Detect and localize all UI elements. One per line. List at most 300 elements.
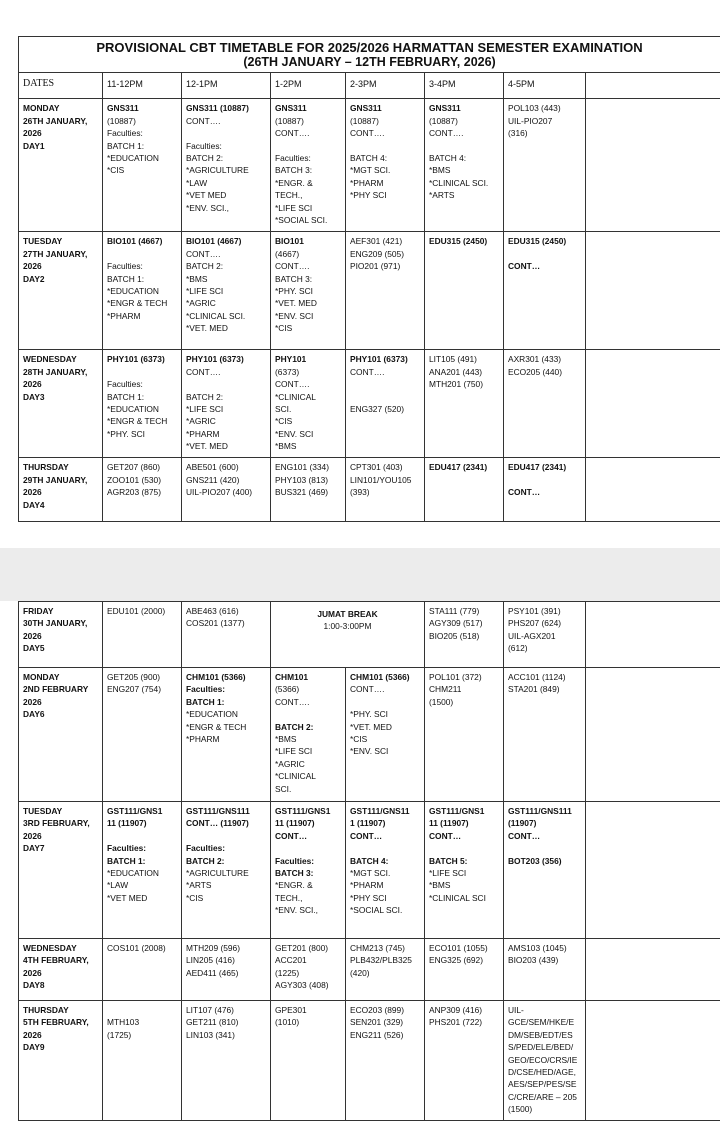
cell-line: GST111/GNS11 [350, 806, 410, 816]
cell-line: *LAW [186, 177, 208, 188]
slot-cell [182, 350, 271, 458]
slot-cell [103, 668, 182, 802]
cell-line: *BMS [429, 165, 451, 176]
cell-line: SEN201 (329) [350, 1017, 404, 1028]
slot-cell-blank [586, 458, 720, 522]
cell-line: CONT…. [429, 128, 464, 139]
cell-line: *MGT SCI. [350, 868, 391, 879]
slot-cell [103, 350, 182, 458]
cell-line: GST111/GNS111 [186, 806, 250, 816]
cell-line: CONT…. [350, 366, 385, 377]
cell-line: *CLINICAL SCI [429, 892, 486, 903]
cell-line: SCI. [275, 783, 292, 794]
cell-line: LIN101/YOU105 [350, 474, 412, 485]
cell-line: BATCH 1: [107, 391, 145, 402]
cell-line: EDU315 (2450) [429, 236, 488, 247]
cell-line: CONT… [429, 830, 462, 841]
slot-cell [103, 1001, 182, 1121]
header-2-3: 2-3PM [346, 73, 425, 99]
slot-cell [103, 802, 182, 939]
cell-line: ABE501 (600) [186, 462, 239, 473]
cell-line: (5366) [275, 684, 300, 695]
cell-line: (10887) [350, 115, 379, 126]
slot-cell-blank [586, 602, 720, 668]
slot-cell [346, 350, 425, 458]
cell-line: LIT105 (491) [429, 354, 477, 365]
cell-line: GST111/GNS1 [429, 806, 485, 816]
slot-cell [103, 99, 182, 232]
slot-cell [504, 939, 586, 1001]
cell-line: CONT…. [275, 261, 310, 272]
cell-line: ANP309 (416) [429, 1005, 483, 1015]
cell-line: TECH., [275, 892, 303, 903]
header-dates: DATES [19, 73, 103, 99]
cell-line: *PHY. SCI [350, 709, 389, 720]
cell-line: CHM101 (5366) [350, 672, 410, 682]
cell-line: BUS321 (469) [275, 487, 329, 498]
cell-line: MTH209 (596) [186, 943, 240, 953]
slot-cell [346, 1001, 425, 1121]
slot-cell [346, 232, 425, 350]
slot-cell [103, 232, 182, 350]
cell-line: *LIFE SCI [186, 286, 224, 297]
table-row [19, 602, 720, 668]
cell-line: CONT… [508, 487, 541, 498]
table-row [19, 232, 720, 350]
cell-line: (1010) [275, 1017, 300, 1028]
cell-spacer [508, 842, 581, 854]
day-cell: FRIDAY 30TH JANUARY, 2026 DAY5 [19, 602, 103, 668]
cell-line: Faculties: [275, 855, 315, 866]
cell-line: C/CRE/ARE – 205 [508, 1091, 577, 1102]
slot-cell [182, 458, 271, 522]
cell-line: BATCH 3: [275, 868, 314, 879]
table-row [19, 668, 720, 802]
cell-line: ZOO101 (530) [107, 474, 161, 485]
cell-line: CONT… [508, 261, 541, 272]
cell-line: GST111/GNS111 [508, 806, 572, 816]
cell-line: BATCH 2: [186, 391, 224, 402]
cell-line: *ENV. SCI., [275, 905, 318, 916]
header-1-2: 1-2PM [271, 73, 346, 99]
cell-line: GET205 (900) [107, 672, 161, 682]
cell-line: PHY101 (6373) [186, 354, 244, 365]
slot-cell [504, 350, 586, 458]
cell-line: *EDUCATION [107, 868, 159, 879]
cell-line: (4667) [275, 248, 300, 259]
cell-line: *EDUCATION [107, 153, 159, 164]
cell-line: CONT… [508, 830, 541, 841]
cell-line: *LAW [107, 880, 129, 891]
cell-spacer [275, 708, 341, 720]
cell-line: CONT…. [350, 684, 385, 695]
slot-cell: EDU101 (2000) [103, 602, 182, 668]
cell-line: ANA201 (443) [429, 366, 483, 377]
slot-cell [271, 802, 346, 939]
cell-line: *PHY SCI [350, 892, 387, 903]
cell-line: AGR203 (875) [107, 487, 161, 498]
title-line-2: (26TH JANUARY – 12TH FEBRUARY, 2026) [243, 55, 496, 69]
slot-cell [504, 1001, 586, 1121]
slot-cell-blank [586, 99, 720, 232]
timetable-page-2 [18, 601, 720, 1121]
cell-line: *VET. MED [275, 298, 317, 309]
cell-line: PIO201 (971) [350, 261, 401, 272]
cell-line: *PHY. SCI [107, 428, 146, 439]
slot-cell [346, 939, 425, 1001]
table-row [19, 350, 720, 458]
cell-line: *LIFE SCI [275, 746, 313, 757]
cell-line: ACC201 [275, 955, 307, 966]
cell-line: STA201 (849) [508, 684, 560, 695]
slot-cell [346, 668, 425, 802]
slot-cell-blank [586, 232, 720, 350]
cell-line: *EDUCATION [107, 286, 159, 297]
timetable-table-2 [18, 601, 720, 1121]
cell-spacer [107, 830, 177, 842]
cell-line: BIO101 [275, 236, 304, 247]
cell-line: *CIS [275, 323, 293, 334]
timetable-page-1 [18, 36, 720, 522]
cell-line: UIL-PIO207 (400) [186, 487, 253, 498]
cell-line: MTH201 (750) [429, 379, 483, 390]
header-12-1: 12-1PM [182, 73, 271, 99]
cell-line: LIN205 (416) [186, 955, 235, 966]
cell-line: *PHARM [186, 428, 220, 439]
cell-line: ECO101 (1055) [429, 943, 488, 953]
cell-line: GNS211 (420) [186, 474, 240, 485]
slot-cell [504, 99, 586, 232]
slot-cell: STA111 (779) AGY309 (517) BIO205 (518) [425, 602, 504, 668]
cell-line: AEF301 (421) [350, 236, 403, 247]
cell-line: Faculties: [107, 843, 147, 854]
cell-line: BIO101 (4667) [186, 236, 242, 247]
cell-line: UIL- [508, 1005, 524, 1015]
day-cell: TUESDAY 27TH JANUARY, 2026 DAY2 [19, 232, 103, 350]
slot-cell [182, 668, 271, 802]
cell-spacer [186, 127, 266, 139]
cell-line: CPT301 (403) [350, 462, 403, 473]
cell-line: *ENV. SCI [275, 310, 314, 321]
cell-line: LIN103 (341) [186, 1029, 235, 1040]
cell-spacer [350, 140, 420, 152]
cell-line: BATCH 2: [275, 721, 314, 732]
slot-cell [103, 458, 182, 522]
cell-line: EDU417 (2341) [508, 462, 567, 473]
cell-line: CONT…. [275, 379, 310, 390]
cell-spacer [107, 1004, 177, 1016]
cell-line: *AGRICULTURE [186, 868, 249, 879]
day-cell: WEDNESDAY 28TH JANUARY, 2026 DAY3 [19, 350, 103, 458]
cell-line: CHM211 [429, 684, 462, 695]
cell-line: *BMS [275, 441, 297, 452]
cell-line: (1500) [508, 1104, 533, 1115]
cell-line: (1225) [275, 967, 300, 978]
cell-line: AXR301 (433) [508, 354, 562, 365]
slot-cell [425, 232, 504, 350]
cell-line: (10887) [429, 115, 458, 126]
cell-line: CONT… (11907) [186, 818, 249, 829]
cell-line: CONT… [275, 830, 308, 841]
cell-line: *PHARM [107, 310, 141, 321]
timetable-table-1 [18, 36, 720, 522]
cell-line: *VET. MED [186, 323, 228, 334]
cell-line: *EDUCATION [107, 404, 159, 415]
cell-line: BATCH 3: [275, 273, 313, 284]
slot-cell-blank [586, 802, 720, 939]
cell-line: *LIFE SCI [275, 202, 313, 213]
cell-spacer [107, 248, 177, 260]
cell-line: BATCH 2: [186, 261, 224, 272]
cell-line: BIO101 (4667) [107, 236, 163, 247]
cell-line: BATCH 1: [186, 696, 225, 707]
cell-line: *ENGR & TECH [107, 298, 168, 309]
cell-line: (1500) [429, 696, 454, 707]
slot-cell [271, 458, 346, 522]
cell-line: GCE/SEM/HKE/E [508, 1017, 575, 1028]
cell-line: BATCH 5: [429, 855, 468, 866]
slot-cell [504, 458, 586, 522]
cell-spacer [350, 391, 420, 403]
cell-line: SCI. [275, 404, 292, 415]
cell-line: BATCH 4: [350, 153, 388, 164]
page-gap [0, 548, 720, 601]
cell-line: Faculties: [107, 261, 143, 272]
cell-line: *ARTS [186, 880, 212, 891]
cell-line: LIT107 (476) [186, 1005, 234, 1015]
cell-line: (1725) [107, 1029, 132, 1040]
cell-line: POL101 (372) [429, 672, 482, 682]
cell-line: AED411 (465) [186, 967, 239, 978]
header-blank [586, 73, 720, 99]
cell-line: Faculties: [186, 843, 226, 854]
slot-cell [182, 99, 271, 232]
cell-spacer [350, 696, 420, 708]
slot-cell [271, 939, 346, 1001]
cell-line: 11 (11907) [275, 818, 315, 829]
cell-line: UIL-PIO207 [508, 115, 553, 126]
slot-cell [182, 232, 271, 350]
cell-line: AES/SEP/PES/SE [508, 1079, 577, 1090]
cell-spacer [350, 378, 420, 390]
cell-line: CONT…. [275, 696, 310, 707]
cell-line: Faculties: [275, 153, 311, 164]
slot-cell [182, 802, 271, 939]
slot-cell [504, 802, 586, 939]
cell-line: GET201 (800) [275, 943, 329, 953]
cell-line: BOT203 (356) [508, 855, 562, 866]
cell-spacer [186, 830, 266, 842]
cell-line: *BMS [275, 734, 297, 745]
cell-line: Faculties: [186, 140, 222, 151]
table-row [19, 1001, 720, 1121]
cell-line: *EDUCATION [186, 709, 238, 720]
cell-line: BATCH 1: [107, 140, 145, 151]
cell-line: *MGT SCI. [350, 165, 391, 176]
cell-line: *ENGR & TECH [107, 416, 168, 427]
slot-cell [103, 939, 182, 1001]
cell-spacer [429, 842, 499, 854]
cell-line: GEO/ECO/CRS/IE [508, 1054, 578, 1065]
cell-line: *CIS [107, 165, 125, 176]
cell-line: (420) [350, 967, 370, 978]
cell-line: *CIS [186, 892, 204, 903]
cell-line: BATCH 1: [107, 855, 146, 866]
cell-line: GNS311 [350, 103, 382, 114]
slot-cell-blank [586, 1001, 720, 1121]
cell-line: *LIFE SCI [429, 868, 467, 879]
cell-line: 11 (11907) [429, 818, 469, 829]
cell-line: ENG211 (526) [350, 1029, 404, 1040]
cell-line: *AGRIC [186, 298, 216, 309]
cell-line: COS101 (2008) [107, 943, 166, 953]
cell-spacer [107, 366, 177, 378]
cell-line: *BMS [429, 880, 451, 891]
header-11-12: 11-12PM [103, 73, 182, 99]
cell-line: *CLINICAL SCI. [186, 310, 246, 321]
cell-line: D/CSE/HED/AGE, [508, 1067, 576, 1078]
slot-cell-blank [586, 939, 720, 1001]
cell-line: *VET. MED [186, 441, 228, 452]
cell-line: *ENGR. & [275, 177, 313, 188]
cell-line: *ARTS [429, 190, 455, 201]
cell-line: (11907) [508, 818, 537, 829]
cell-line: *ENV. SCI., [186, 202, 229, 213]
cell-line: *AGRIC [186, 416, 216, 427]
cell-line: ENG209 (505) [350, 248, 404, 259]
table-row [19, 99, 720, 232]
cell-line: *ENV. SCI [350, 746, 389, 757]
slot-cell [425, 802, 504, 939]
cell-line: (316) [508, 128, 528, 139]
cell-line: Faculties: [107, 128, 143, 139]
cell-line: ACC101 (1124) [508, 672, 566, 682]
cell-line: CHM101 [275, 672, 309, 682]
cell-line: *CLINICAL [275, 391, 316, 402]
slot-cell [271, 232, 346, 350]
cell-line: BATCH 4: [429, 153, 467, 164]
slot-cell: PSY101 (391) PHS207 (624) UIL-AGX201 (612) [504, 602, 586, 668]
cell-line: *VET MED [186, 190, 227, 201]
slot-cell [346, 458, 425, 522]
slot-cell [425, 458, 504, 522]
cell-line: BATCH 3: [275, 165, 313, 176]
cell-line: BATCH 1: [107, 273, 145, 284]
cell-line: *CLINICAL [275, 771, 316, 782]
cell-line: *PHARM [350, 880, 384, 891]
cell-line: GPE301 [275, 1005, 307, 1015]
cell-line: *PHY. SCI [275, 286, 314, 297]
slot-cell [271, 350, 346, 458]
cell-line: 11 (11907) [107, 818, 147, 829]
slot-cell [271, 99, 346, 232]
cell-line: AMS103 (1045) [508, 943, 567, 953]
cell-line: *SOCIAL SCI. [350, 905, 403, 916]
slot-cell [425, 939, 504, 1001]
cell-line: CONT…. [275, 128, 310, 139]
cell-line: TECH., [275, 190, 303, 201]
cell-line: Faculties: [186, 684, 226, 695]
cell-line: S/PED/ELE/BED/ [508, 1042, 574, 1053]
title-line-1: PROVISIONAL CBT TIMETABLE FOR 2025/2026 HARMATTAN SEMESTER EXAMINATION [96, 40, 643, 55]
cell-line: PHS201 (722) [429, 1017, 483, 1028]
cell-line: GET207 (860) [107, 462, 161, 473]
cell-line: CONT…. [186, 115, 221, 126]
slot-cell: ABE463 (616) COS201 (1377) [182, 602, 271, 668]
cell-spacer [186, 378, 266, 390]
cell-line: ECO205 (440) [508, 366, 562, 377]
cell-line: POL103 (443) [508, 103, 561, 114]
cell-line: CONT…. [186, 366, 221, 377]
cell-line: *CIS [275, 416, 293, 427]
cell-line: PHY101 [275, 354, 307, 365]
day-cell: MONDAY 2ND FEBRUARY 2026 DAY6 [19, 668, 103, 802]
header-4-5: 4-5PM [504, 73, 586, 99]
cell-line: *LIFE SCI [186, 404, 224, 415]
cell-line: BATCH 2: [186, 855, 225, 866]
jumat-break-cell: JUMAT BREAK 1:00-3:00PM [271, 602, 425, 668]
cell-line: ENG325 (692) [429, 955, 483, 966]
cell-line: *BMS [186, 273, 208, 284]
slot-cell-blank [586, 350, 720, 458]
day-cell: TUESDAY 3RD FEBRUARY, 2026 DAY7 [19, 802, 103, 939]
cell-line: ENG207 (754) [107, 684, 161, 695]
cell-line: CONT…. [186, 248, 221, 259]
cell-line: BIO203 (439) [508, 955, 559, 966]
cell-line: PLB432/PLB325 [350, 955, 412, 966]
cell-line: CHM213 (745) [350, 943, 405, 953]
cell-line: DM/SEB/EDT/ES [508, 1029, 573, 1040]
slot-cell [425, 1001, 504, 1121]
cell-line: AGY303 (408) [275, 980, 329, 991]
slot-cell-blank [586, 668, 720, 802]
cell-spacer [275, 842, 341, 854]
cell-line: 1 (11907) [350, 818, 386, 829]
slot-cell [504, 668, 586, 802]
cell-spacer [275, 140, 341, 152]
slot-cell [271, 1001, 346, 1121]
cell-line: PHY103 (813) [275, 474, 329, 485]
cell-line: MTH103 [107, 1017, 140, 1028]
slot-cell [346, 99, 425, 232]
table-row [19, 939, 720, 1001]
slot-cell [425, 99, 504, 232]
cell-spacer [508, 474, 581, 486]
cell-line: EDU315 (2450) [508, 236, 567, 247]
cell-line: ENG327 (520) [350, 404, 404, 414]
slot-cell [504, 232, 586, 350]
day-cell: THURSDAY 29TH JANUARY, 2026 DAY4 [19, 458, 103, 522]
slot-cell [182, 939, 271, 1001]
cell-line: *PHARM [350, 177, 384, 188]
cell-line: GST111/GNS1 [107, 806, 163, 816]
cell-line: *PHY SCI [350, 190, 387, 201]
cell-line: CONT…. [350, 128, 385, 139]
table-row [19, 802, 720, 939]
cell-line: (393) [350, 487, 370, 498]
cell-line: ENG101 (334) [275, 462, 329, 473]
slot-cell [425, 350, 504, 458]
day-cell: WEDNESDAY 4TH FEBRUARY, 2026 DAY8 [19, 939, 103, 1001]
cell-line: *ENGR. & [275, 880, 313, 891]
cell-line: *VET MED [107, 892, 148, 903]
timetable-title [19, 37, 720, 73]
slot-cell [271, 668, 346, 802]
cell-line: BATCH 4: [350, 855, 389, 866]
cell-spacer [429, 140, 499, 152]
header-3-4: 3-4PM [425, 73, 504, 99]
cell-spacer [508, 248, 581, 260]
